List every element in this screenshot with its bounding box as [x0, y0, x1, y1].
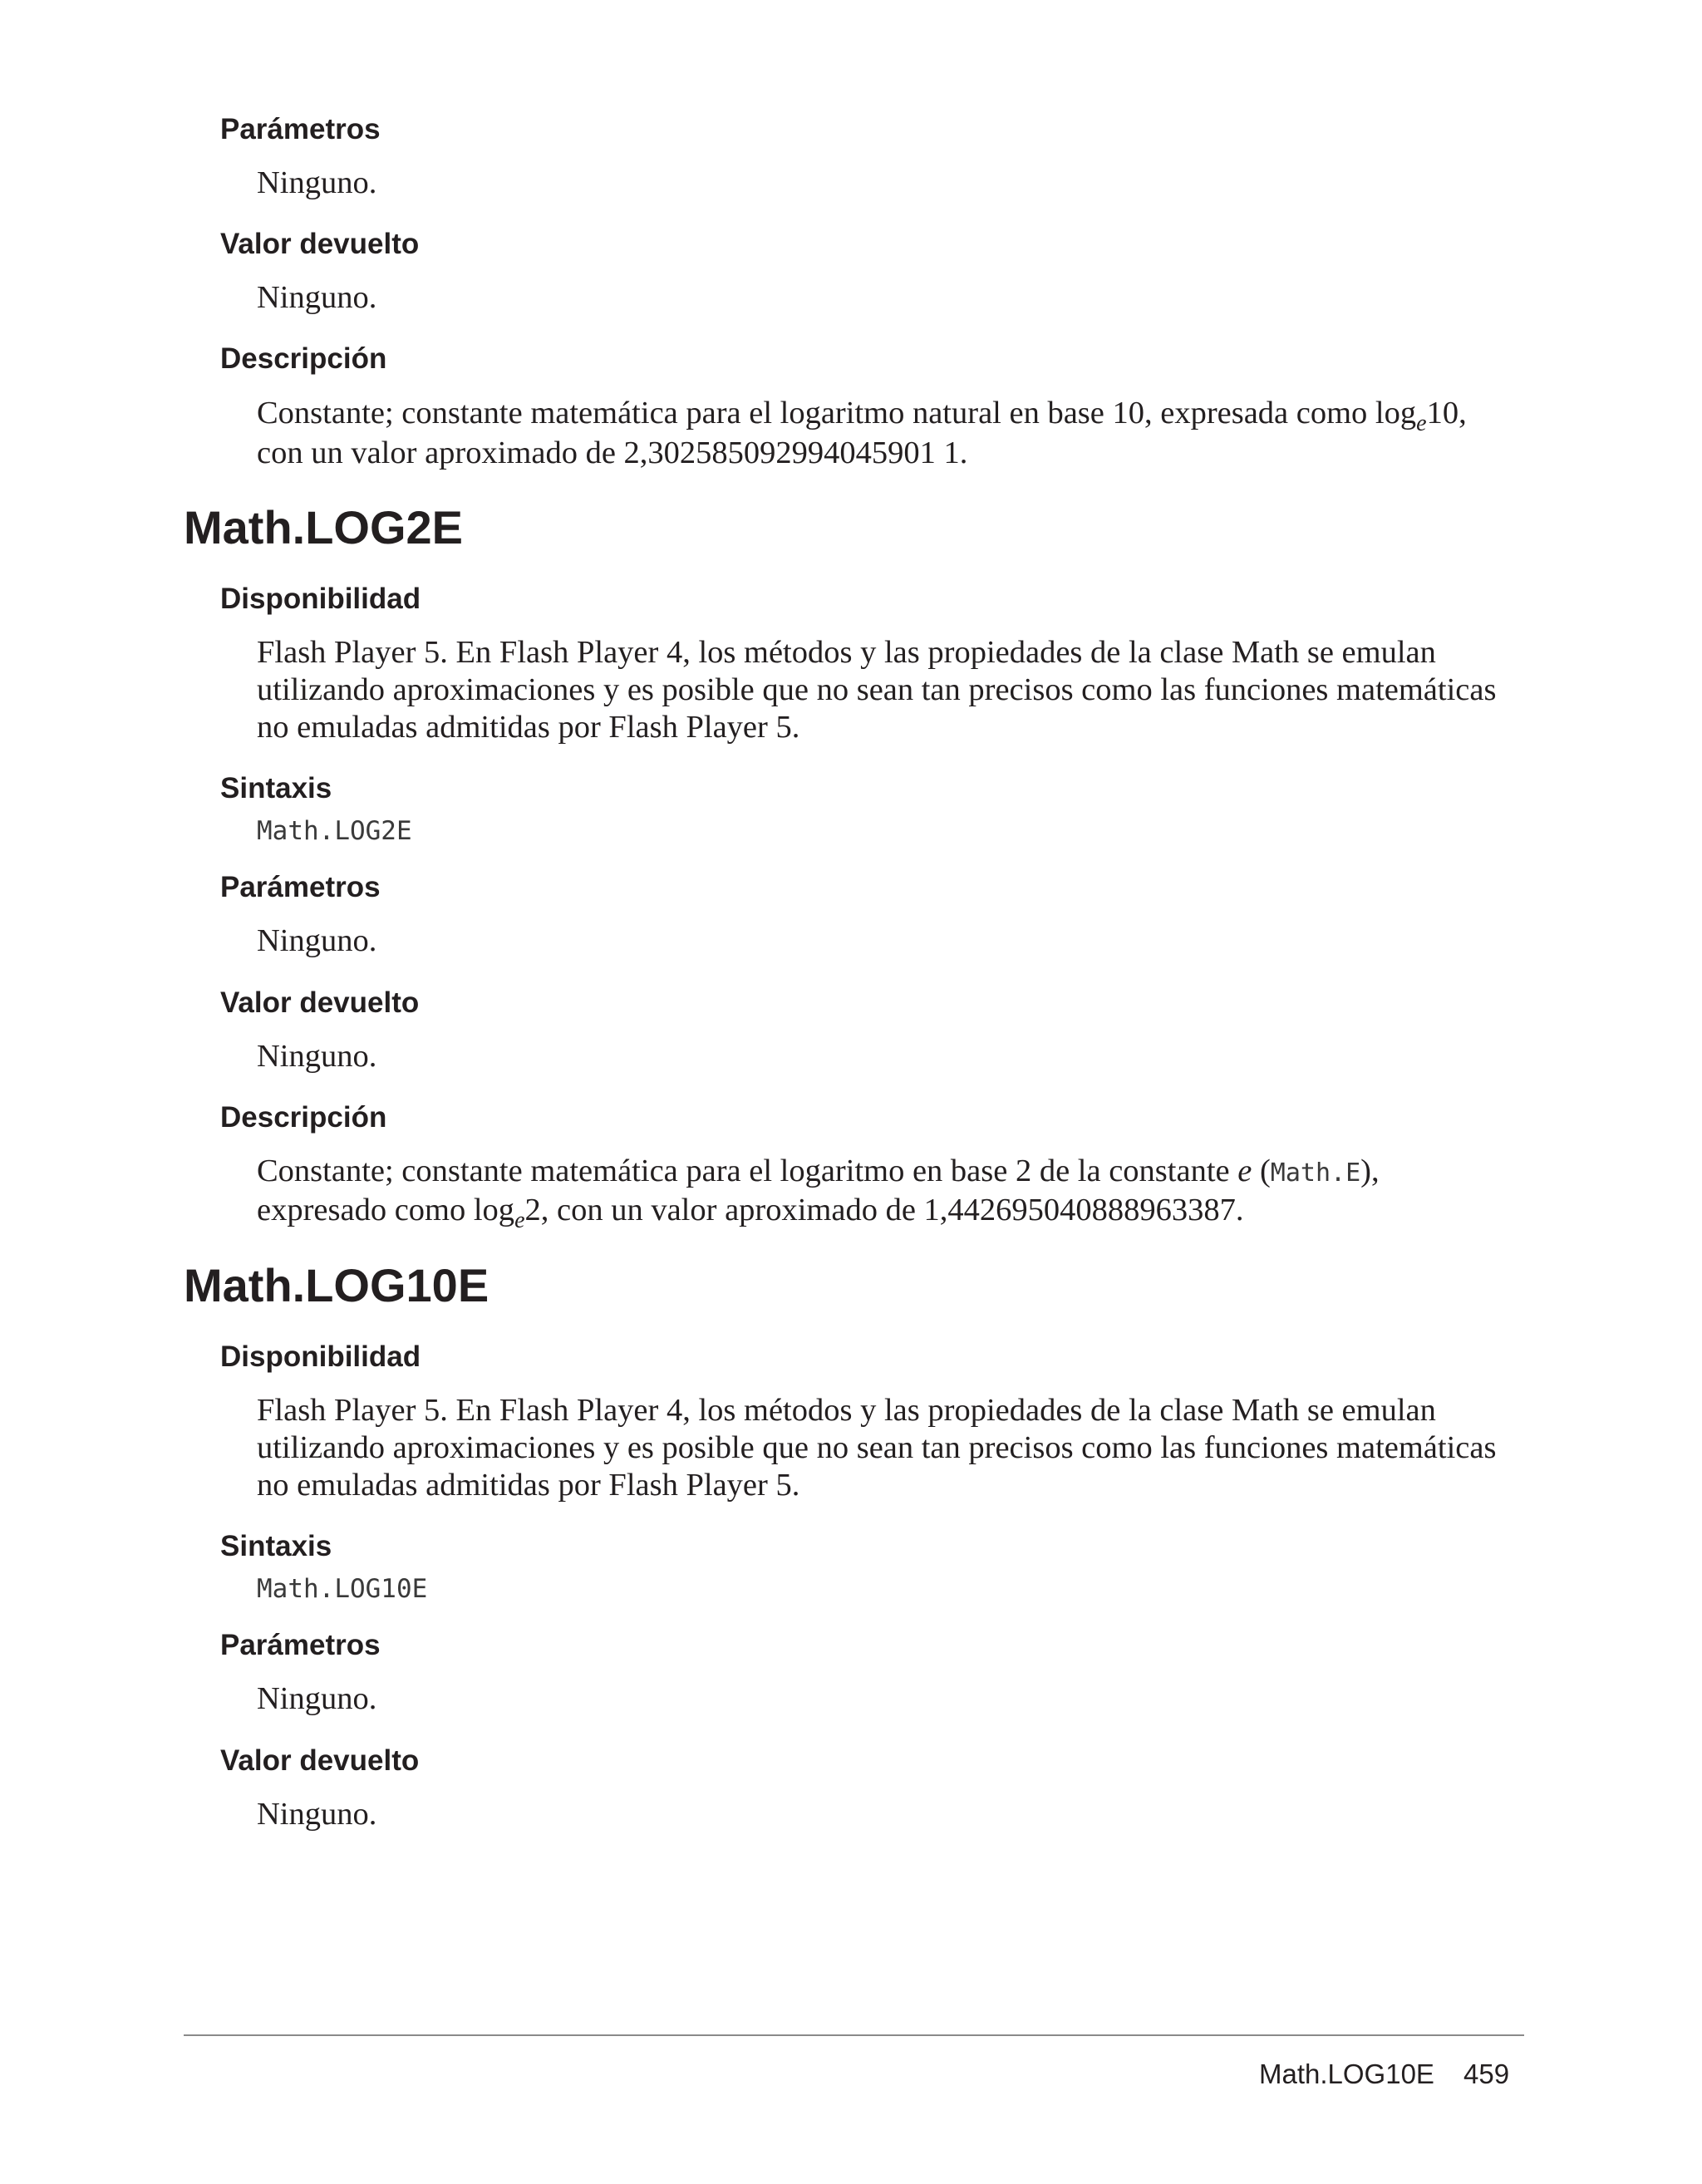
sintaxis-code: Math.LOG2E: [257, 816, 412, 846]
constant-e: e: [1237, 1153, 1252, 1188]
valor-devuelto-label: Valor devuelto: [220, 1744, 420, 1777]
parametros-label: Parámetros: [220, 113, 381, 145]
descripcion-line1-b: (: [1252, 1153, 1271, 1188]
disponibilidad-line3: no emuladas admitidas por Flash Player 5.: [257, 710, 800, 745]
descripcion-line1-a: Constante; constante matemática para el logaritmo natural en base 10, expresada como log: [257, 396, 1417, 430]
descripcion-line2: con un valor aproximado de 2,302585092994045901 1.: [257, 435, 968, 470]
disponibilidad-line2: utilizando aproximaciones y es posible que no sean tan precisos como las funciones matemáticas: [257, 672, 1497, 707]
page-number: 459: [1463, 2059, 1510, 2089]
sintaxis-code: Math.LOG10E: [257, 1574, 428, 1604]
descripcion-label: Descripción: [220, 342, 387, 375]
log-subscript: e: [1416, 411, 1427, 436]
descripcion-line1-c: ),: [1360, 1153, 1380, 1188]
inline-code-math-e: Math.E: [1270, 1158, 1361, 1188]
parametros-label: Parámetros: [220, 1629, 381, 1661]
descripcion-line2-b: 2, con un valor aproximado de 1,442695040888963387.: [524, 1193, 1244, 1227]
sintaxis-label: Sintaxis: [220, 1530, 332, 1562]
section-title-log10e: Math.LOG10E: [184, 1259, 489, 1311]
disponibilidad-line1: Flash Player 5. En Flash Player 4, los métodos y las propiedades de la clase Math se emulan: [257, 1393, 1436, 1428]
log-subscript: e: [514, 1208, 525, 1233]
disponibilidad-label: Disponibilidad: [220, 1340, 421, 1373]
footer-title: Math.LOG10E: [1259, 2059, 1434, 2089]
sintaxis-label: Sintaxis: [220, 772, 332, 804]
valor-devuelto-label: Valor devuelto: [220, 228, 420, 260]
parametros-label: Parámetros: [220, 871, 381, 903]
descripcion-label: Descripción: [220, 1101, 387, 1134]
disponibilidad-line2: utilizando aproximaciones y es posible que no sean tan precisos como las funciones matemáticas: [257, 1430, 1497, 1465]
descripcion-line1-b: 10,: [1426, 396, 1467, 430]
valor-devuelto-text: Ninguno.: [257, 280, 377, 315]
disponibilidad-text: [257, 1392, 1528, 1504]
disponibilidad-line3: no emuladas admitidas por Flash Player 5.: [257, 1468, 800, 1503]
parametros-text: Ninguno.: [257, 165, 377, 200]
descripcion-text: [257, 395, 1528, 472]
disponibilidad-line1: Flash Player 5. En Flash Player 4, los métodos y las propiedades de la clase Math se emulan: [257, 635, 1436, 670]
disponibilidad-text: [257, 634, 1528, 746]
parametros-text: Ninguno.: [257, 923, 377, 958]
valor-devuelto-label: Valor devuelto: [220, 986, 420, 1019]
section-title-log2e: Math.LOG2E: [184, 501, 464, 553]
descripcion-text: [257, 1153, 1528, 1232]
parametros-text: Ninguno.: [257, 1681, 377, 1716]
footer-divider: [184, 2034, 1524, 2036]
valor-devuelto-text: Ninguno.: [257, 1039, 377, 1074]
descripcion-line2-a: expresado como log: [257, 1193, 515, 1227]
disponibilidad-label: Disponibilidad: [220, 583, 421, 615]
valor-devuelto-text: Ninguno.: [257, 1797, 377, 1832]
descripcion-line1-a: Constante; constante matemática para el logaritmo en base 2 de la constante: [257, 1153, 1238, 1188]
